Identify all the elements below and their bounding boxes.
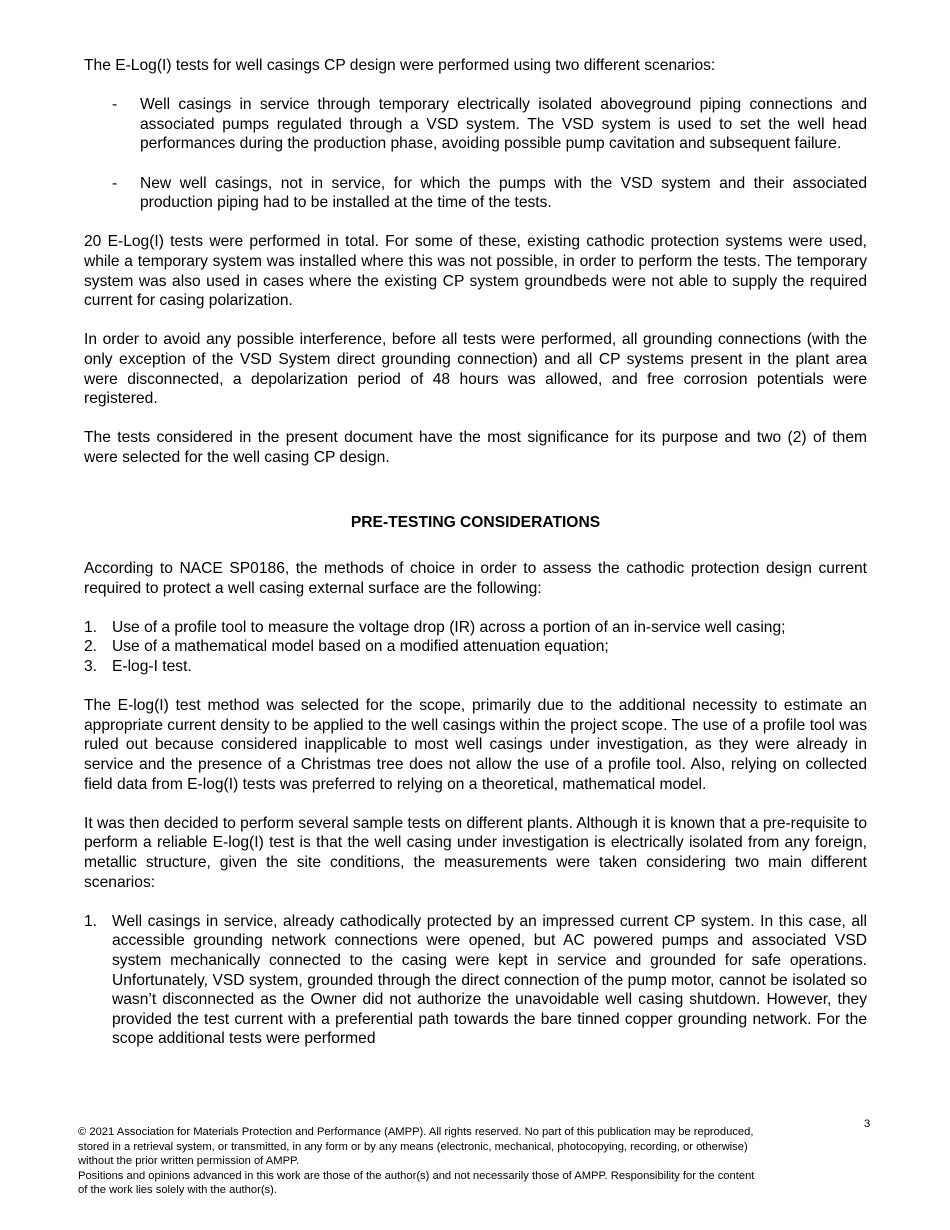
interference-paragraph: In order to avoid any possible interference, before all tests were performed, all grounding connections (with the only exception of the VSD System direct grounding connection) and all CP systems present in the plant area were disconnected, a depolarization period of 48 hours was allowed, and free corrosion potentials were registered. [84, 331, 867, 408]
selection-paragraph: The tests considered in the present document have the most significance for its purpose and two (2) of them were selected for the well casing CP design. [84, 429, 867, 466]
list-item: 2. Use of a mathematical model based on a modified attenuation equation; [84, 638, 609, 656]
sample-tests-paragraph: It was then decided to perform several sample tests on different plants. Although it is known that a pre-requisite to perform a reliable E-log(I) test is that the well casing under investigation is electrically isolated from any foreign, metallic structure, given the site conditions, the measurements were taken considering two main different scenarios: [84, 814, 867, 891]
list-item: - Well casings in service through temporary electrically isolated aboveground piping connections and associated pumps regulated through a VSD system. The VSD system is used to set the well head performances during the production phase, avoiding possible pump cavitation and subsequent failure. [112, 96, 867, 153]
intro-paragraph: The E-Log(I) tests for well casings CP design were performed using two different scenarios: [84, 57, 716, 74]
nace-paragraph: According to NACE SP0186, the methods of choice in order to assess the cathodic protection design current required to protect a well casing external surface are the following: [84, 560, 867, 597]
dash-bullet: - [112, 174, 118, 192]
method-selection-paragraph: The E-log(I) test method was selected for the scope, primarily due to the additional necessity to estimate an appropriate current density to be applied to the well casings within the project scope. The use of a profile tool was ruled out because considered inapplicable to most well casings under investigation, as they were already in service and the presence of a Christmas tree does not allow the use of a profile tool. Also, relying on collected field data from E-log(I) tests was preferred to relying on a theoretical, mathematical model. [84, 697, 867, 793]
document-body [84, 56, 867, 1069]
dash-bullet: - [112, 96, 118, 114]
list-item: - New well casings, not in service, for which the pumps with the VSD system and their associated production piping had to be installed at the time of the tests. [112, 174, 867, 212]
cases-list [84, 912, 867, 1049]
section-heading: PRE-TESTING CONSIDERATIONS [350, 514, 601, 532]
list-item: 1. Well casings in service, already cathodically protected by an impressed current CP system. In this case, all accessible grounding network connections were opened, but AC powered pumps and associated VSD system mechanically connected to the casing were kept in service and grounded for safe operations. Unfortunately, VSD system, grounded through the direct connection of the pump motor, cannot be isolated so wasn’t disconnected as the Owner did not authorize the unavoidable well casing shutdown. However, they provided the test current with a preferential path towards the bare tinned copper grounding network. For the scope additional tests were performed [84, 912, 867, 1048]
methods-list [84, 618, 867, 677]
page-number: 3 [864, 1118, 871, 1130]
list-item: 3. E-log-I test. [84, 658, 192, 676]
tests-count-paragraph: 20 E-Log(I) tests were performed in total. For some of these, existing cathodic protection systems were used, while a temporary system was installed where this was not possible, in order to perform the tests. The temporary system was also used in cases where the existing CP system groundbeds were not able to supply the required current for casing polarization. [84, 233, 867, 310]
copyright-footer: © 2021 Association for Materials Protection and Performance (AMPP). All rights reserved. No part of this publication may be reproduced, stored in a retrieval system, or transmitted, in any form or by any means (electronic, mechanical, photocopying, recording, or otherwise) without the prior written permission of AMPP. Positions and opinions advanced in this work are those of the author(s) and not necessarily those of AMPP. Responsibility for the content of the work lies solely with the author(s). [78, 1126, 755, 1197]
scenario-list [84, 95, 867, 213]
list-item: 1. Use of a profile tool to measure the voltage drop (IR) across a portion of an in-service well casing; [84, 618, 786, 636]
